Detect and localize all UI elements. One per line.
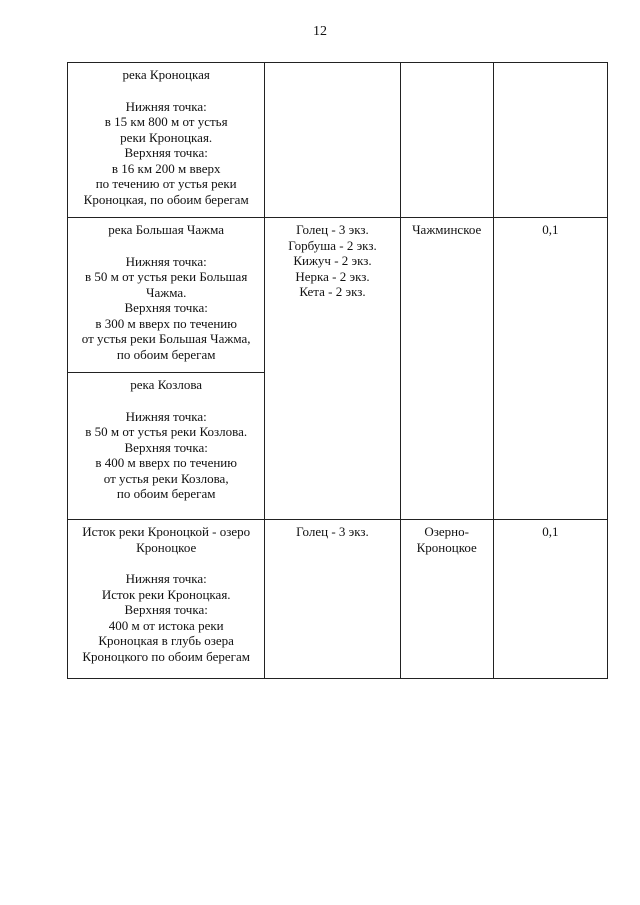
species-cell bbox=[265, 63, 400, 218]
fishing-sites-table bbox=[67, 62, 608, 679]
site-name: Озерно- bbox=[424, 524, 469, 539]
page-number: 12 bbox=[313, 24, 327, 39]
table-row-kronotskaya bbox=[68, 63, 608, 218]
site-cell bbox=[400, 218, 493, 520]
location-line: Верхняя точка: bbox=[124, 145, 208, 160]
location-line: реки Кроноцкая. bbox=[120, 129, 213, 145]
location-title: Кроноцкое bbox=[136, 539, 197, 555]
species-item: Нерка - 2 экз. bbox=[295, 268, 370, 284]
location-line: Верхняя точка: bbox=[124, 300, 208, 315]
location-line: в 15 км 800 м от устья bbox=[104, 114, 228, 129]
location-line: по обоим берегам bbox=[116, 346, 216, 362]
location-line: в 50 м от устья реки Большая bbox=[85, 269, 248, 284]
location-line: от устья реки Козлова, bbox=[103, 470, 229, 486]
species-item: Горбуша - 2 экз. bbox=[288, 237, 377, 253]
value-cell bbox=[493, 63, 607, 218]
location-line: Нижняя точка: bbox=[125, 98, 207, 114]
species-item: Голец - 3 экз. bbox=[296, 524, 369, 539]
location-line: Кроноцкого по обоим берегам bbox=[82, 648, 250, 664]
site-cell bbox=[400, 520, 493, 679]
species-item: Кижуч - 2 экз. bbox=[293, 253, 372, 268]
location-title: Исток реки Кроноцкой - озеро bbox=[82, 524, 251, 539]
species-cell bbox=[265, 218, 400, 520]
site-cell bbox=[400, 63, 493, 218]
location-line: 400 м от истока реки bbox=[108, 617, 224, 633]
species-cell bbox=[265, 520, 400, 679]
location-line: Верхняя точка: bbox=[124, 602, 208, 617]
species-item: Голец - 3 экз. bbox=[296, 222, 369, 237]
location-line: по обоим берегам bbox=[116, 486, 216, 501]
location-cell bbox=[68, 63, 265, 218]
location-line: Верхняя точка: bbox=[124, 439, 208, 455]
value-cell bbox=[493, 520, 607, 679]
location-cell bbox=[68, 520, 265, 679]
location-line: Нижняя точка: bbox=[125, 408, 207, 424]
location-line: Исток реки Кроноцкая. bbox=[101, 586, 231, 602]
value-text: 0,1 bbox=[542, 524, 559, 539]
location-line: Кроноцкая, по обоим берегам bbox=[83, 191, 249, 207]
species-item: Кета - 2 экз. bbox=[299, 284, 366, 299]
location-line: в 16 км 200 м вверх bbox=[111, 160, 221, 176]
value-cell bbox=[493, 218, 607, 520]
location-line: от устья реки Большая Чажма, bbox=[81, 331, 251, 346]
site-name: Кроноцкое bbox=[416, 539, 477, 555]
location-line: Кроноцкая в глубь озера bbox=[98, 633, 234, 648]
site-name: Чажминское bbox=[412, 222, 482, 237]
location-line: по течению от устья реки bbox=[95, 176, 237, 191]
value-text: 0,1 bbox=[542, 222, 559, 237]
location-line: Чажма. bbox=[146, 284, 187, 300]
location-line: Нижняя точка: bbox=[125, 253, 207, 269]
table-row-kronotskoye-lake bbox=[68, 520, 608, 679]
location-line: в 400 м вверх по течению bbox=[95, 455, 237, 470]
location-title: река Кроноцкая bbox=[122, 67, 210, 82]
location-line: в 300 м вверх по течению bbox=[95, 315, 237, 331]
table-row-bolshaya-chazhma bbox=[68, 218, 608, 373]
location-cell bbox=[68, 218, 265, 373]
location-line: Нижняя точка: bbox=[125, 571, 207, 586]
location-title: река Большая Чажма bbox=[108, 222, 225, 237]
location-line: в 50 м от устья реки Козлова. bbox=[85, 424, 248, 439]
location-title: река Козлова bbox=[130, 377, 203, 392]
location-cell bbox=[68, 373, 265, 520]
